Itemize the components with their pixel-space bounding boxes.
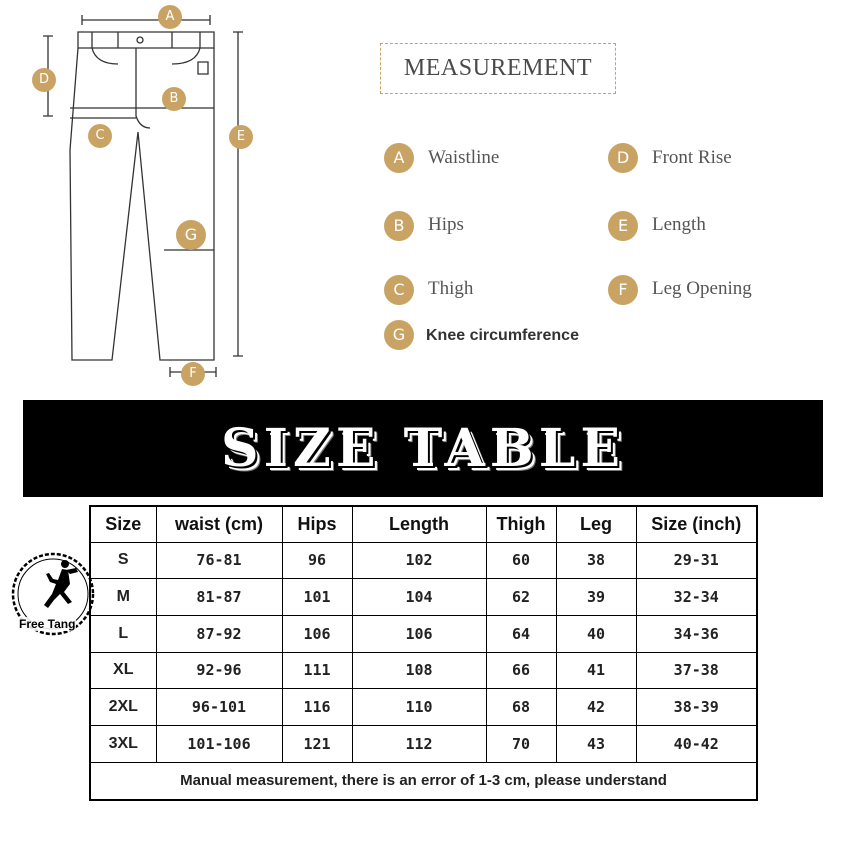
column-header: Length xyxy=(352,506,486,542)
table-cell: 101 xyxy=(282,579,352,616)
table-cell: 64 xyxy=(486,615,556,652)
table-cell: 2XL xyxy=(90,689,156,726)
table-cell: 40 xyxy=(556,615,636,652)
marker-c-icon: C xyxy=(88,124,112,148)
table-cell: 39 xyxy=(556,579,636,616)
size-table xyxy=(89,505,758,801)
table-cell: 60 xyxy=(486,542,556,579)
table-cell: 81-87 xyxy=(156,579,282,616)
table-cell: 66 xyxy=(486,652,556,689)
column-header: Thigh xyxy=(486,506,556,542)
table-cell: 102 xyxy=(352,542,486,579)
legend-leg-opening-label: Leg Opening xyxy=(652,278,752,299)
legend-c-icon: C xyxy=(384,275,414,305)
table-cell: 68 xyxy=(486,689,556,726)
table-row xyxy=(90,579,757,616)
pants-outline-illustration xyxy=(0,0,300,400)
table-cell: 62 xyxy=(486,579,556,616)
table-cell: 108 xyxy=(352,652,486,689)
column-header: waist (cm) xyxy=(156,506,282,542)
table-cell: 110 xyxy=(352,689,486,726)
logo-text: Free Tang xyxy=(19,617,76,631)
table-cell: 43 xyxy=(556,725,636,762)
measurement-note: Manual measurement, there is an error of 1-3 cm, please understand xyxy=(90,762,757,800)
table-cell: S xyxy=(90,542,156,579)
table-cell: 112 xyxy=(352,725,486,762)
table-cell: 111 xyxy=(282,652,352,689)
legend-d-icon: D xyxy=(608,143,638,173)
marker-g-icon: G xyxy=(176,220,206,250)
table-row xyxy=(90,615,757,652)
table-cell: 41 xyxy=(556,652,636,689)
legend-front-rise-label: Front Rise xyxy=(652,147,732,168)
table-row xyxy=(90,542,757,579)
table-row xyxy=(90,689,757,726)
table-cell: 121 xyxy=(282,725,352,762)
legend-f-icon: F xyxy=(608,275,638,305)
legend-knee-circumference-label: Knee circumference xyxy=(426,327,579,344)
table-cell: 76-81 xyxy=(156,542,282,579)
table-cell: 42 xyxy=(556,689,636,726)
table-row xyxy=(90,725,757,762)
legend-b-icon: B xyxy=(384,211,414,241)
column-header: Hips xyxy=(282,506,352,542)
table-cell: 40-42 xyxy=(636,725,757,762)
legend-thigh-label: Thigh xyxy=(428,278,474,299)
free-tang-logo-icon xyxy=(10,538,96,650)
table-cell: 106 xyxy=(282,615,352,652)
table-cell: 87-92 xyxy=(156,615,282,652)
table-cell: 29-31 xyxy=(636,542,757,579)
table-cell: 101-106 xyxy=(156,725,282,762)
legend-hips-label: Hips xyxy=(428,214,464,235)
column-header: Size xyxy=(90,506,156,542)
table-cell: 32-34 xyxy=(636,579,757,616)
table-cell: 96-101 xyxy=(156,689,282,726)
column-header: Leg xyxy=(556,506,636,542)
legend-waistline-label: Waistline xyxy=(428,147,500,168)
table-cell: L xyxy=(90,615,156,652)
marker-a-icon: A xyxy=(158,5,182,29)
measurement-title: MEASUREMENT xyxy=(380,43,616,94)
marker-b-icon: B xyxy=(162,87,186,111)
table-cell: 38-39 xyxy=(636,689,757,726)
table-cell: 70 xyxy=(486,725,556,762)
table-cell: 92-96 xyxy=(156,652,282,689)
table-header-row xyxy=(90,506,757,542)
table-cell: 37-38 xyxy=(636,652,757,689)
table-cell: 3XL xyxy=(90,725,156,762)
table-cell: 106 xyxy=(352,615,486,652)
banner-title: SIZE TABLE xyxy=(221,418,625,479)
size-table-banner xyxy=(23,400,823,497)
legend-length-label: Length xyxy=(652,214,706,235)
marker-e-icon: E xyxy=(229,125,253,149)
table-cell: 96 xyxy=(282,542,352,579)
table-cell: M xyxy=(90,579,156,616)
table-cell: 116 xyxy=(282,689,352,726)
table-cell: 38 xyxy=(556,542,636,579)
pants-diagram xyxy=(0,0,846,400)
legend-g-icon: G xyxy=(384,320,414,350)
table-cell: 104 xyxy=(352,579,486,616)
table-row xyxy=(90,652,757,689)
column-header: Size (inch) xyxy=(636,506,757,542)
table-cell: XL xyxy=(90,652,156,689)
marker-f-icon: F xyxy=(181,362,205,386)
table-cell: 34-36 xyxy=(636,615,757,652)
legend-e-icon: E xyxy=(608,211,638,241)
marker-d-icon: D xyxy=(32,68,56,92)
table-note-row xyxy=(90,762,757,800)
legend-a-icon: A xyxy=(384,143,414,173)
